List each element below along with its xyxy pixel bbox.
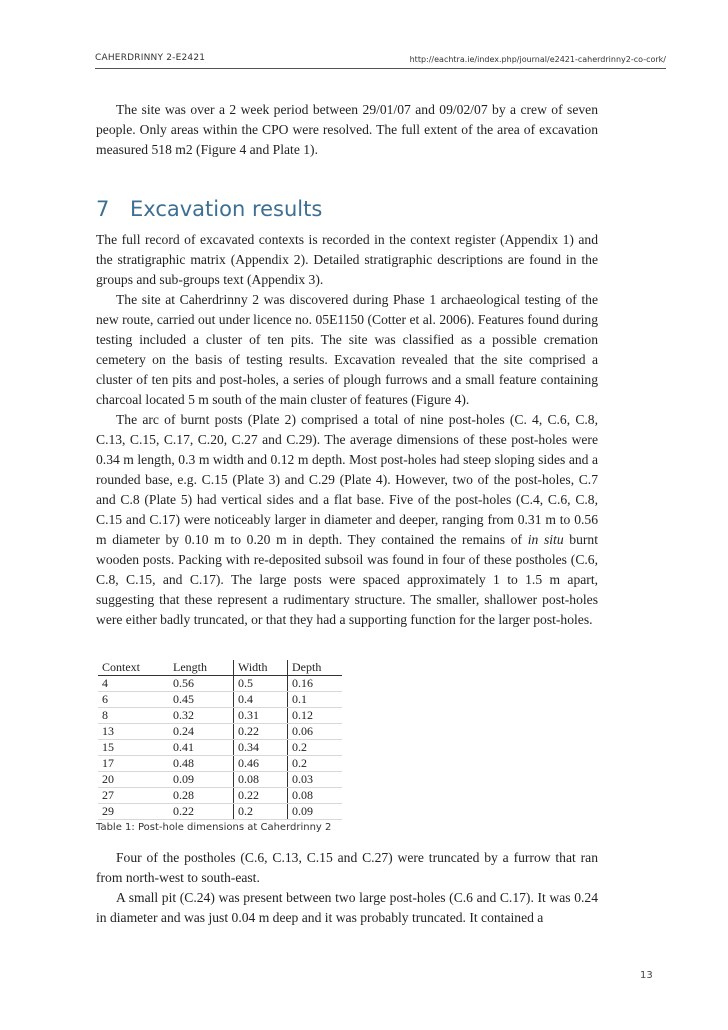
paragraph-1: The full record of excavated contexts is recorded in the context register (Appendix 1) and the stratigraphic matrix (Appendix 2). Detailed stratigraphic descriptions are found in the groups and sub-groups text (Appendix 3).: [96, 232, 598, 287]
col-header-depth: Depth: [288, 660, 343, 676]
section-number: 7: [96, 197, 110, 221]
section-heading: [96, 197, 322, 221]
table-row: [98, 692, 342, 708]
cell-length: 0.56: [169, 676, 234, 692]
intro-paragraph: The site was over a 2 week period between 29/01/07 and 09/02/07 by a crew of seven people. Only areas within the CPO were resolved. The full extent of the area of excavation measured 518 m2 (Figure 4 and Plate 1).: [96, 102, 598, 157]
cell-depth: 0.16: [288, 676, 343, 692]
cell-length: 0.28: [169, 788, 234, 804]
cell-depth: 0.08: [288, 788, 343, 804]
cell-width: 0.22: [234, 788, 288, 804]
table-row: [98, 772, 342, 788]
table-row: [98, 708, 342, 724]
table-row: [98, 756, 342, 772]
cell-length: 0.41: [169, 740, 234, 756]
cell-context: 27: [98, 788, 169, 804]
paragraph-4: Four of the postholes (C.6, C.13, C.15 and C.27) were truncated by a furrow that ran from north-west to south-east.: [96, 850, 598, 885]
page-number: 13: [640, 970, 653, 981]
post-table-block: [96, 848, 598, 928]
col-header-length: Length: [169, 660, 234, 676]
cell-width: 0.22: [234, 724, 288, 740]
table-row: [98, 676, 342, 692]
table-row: [98, 788, 342, 804]
cell-length: 0.45: [169, 692, 234, 708]
cell-depth: 0.2: [288, 756, 343, 772]
table-header-row: [98, 660, 342, 676]
cell-depth: 0.12: [288, 708, 343, 724]
cell-length: 0.22: [169, 804, 234, 820]
cell-depth: 0.06: [288, 724, 343, 740]
paragraph-3: [96, 410, 598, 630]
section-title: Excavation results: [130, 197, 323, 221]
cell-context: 17: [98, 756, 169, 772]
cell-width: 0.2: [234, 804, 288, 820]
header-url[interactable]: http://eachtra.ie/index.php/journal/e2421-caherdrinny2-co-cork/: [409, 55, 666, 64]
cell-depth: 0.09: [288, 804, 343, 820]
table-row: [98, 740, 342, 756]
paragraph-3-text-b: burnt wooden posts. Packing with re-deposited subsoil was found in four of these postholes (C.6, C.8, C.15, and C.17). The large posts were spaced approximately 1 to 1.5 m apart, suggesting that these represent a rudimentary structure. The smaller, shallower post-holes were either badly truncated, or that they had a supporting function for the larger post-holes.: [96, 532, 598, 627]
cell-width: 0.31: [234, 708, 288, 724]
paragraph-3-italic: in situ: [527, 532, 564, 547]
cell-context: 29: [98, 804, 169, 820]
header-title: CAHERDRINNY 2-E2421: [95, 53, 206, 63]
cell-length: 0.32: [169, 708, 234, 724]
cell-length: 0.24: [169, 724, 234, 740]
table-caption: Table 1: Post-hole dimensions at Caherdrinny 2: [96, 822, 332, 833]
paragraph-5: A small pit (C.24) was present between two large post-holes (C.6 and C.17). It was 0.24 in diameter and was just 0.04 m deep and it was probably truncated. It contained a: [96, 890, 598, 925]
running-header: [95, 50, 666, 69]
cell-context: 4: [98, 676, 169, 692]
cell-depth: 0.03: [288, 772, 343, 788]
col-header-width: Width: [234, 660, 288, 676]
col-header-context: Context: [98, 660, 169, 676]
cell-length: 0.48: [169, 756, 234, 772]
table-row: [98, 724, 342, 740]
cell-context: 15: [98, 740, 169, 756]
cell-length: 0.09: [169, 772, 234, 788]
paragraph-2: The site at Caherdrinny 2 was discovered during Phase 1 archaeological testing of the new route, carried out under licence no. 05E1150 (Cotter et al. 2006). Features found during testing included a cluster of ten pits. The site was classified as a possible cremation cemetery on the basis of testing results. Excavation revealed that the site comprised a cluster of ten pits and post-holes, a series of plough furrows and a small feature containing charcoal located 5 m south of the main cluster of features (Figure 4).: [96, 292, 598, 407]
cell-context: 6: [98, 692, 169, 708]
section-body: [96, 230, 598, 630]
cell-width: 0.5: [234, 676, 288, 692]
cell-context: 13: [98, 724, 169, 740]
table-row: [98, 804, 342, 820]
paragraph-3-text-a: The arc of burnt posts (Plate 2) comprised a total of nine post-holes (C. 4, C.6, C.8, C.13, C.15, C.17, C.20, C.27 and C.29). The average dimensions of these post-holes were 0.34 m length, 0.3 m width and 0.12 m depth. Most post-holes had steep sloping sides and a rounded base, e.g. C.15 (Plate 3) and C.29 (Plate 4). However, two of the post-holes, C.7 and C.8 (Plate 5) had vertical sides and a flat base. Five of the post-holes (C.4, C.6, C.8, C.15 and C.17) were noticeably larger in diameter and deeper, ranging from 0.31 m to 0.56 m diameter by 0.10 m to 0.20 m in depth. They contained the remains of: [96, 412, 598, 547]
cell-width: 0.34: [234, 740, 288, 756]
cell-context: 8: [98, 708, 169, 724]
cell-width: 0.4: [234, 692, 288, 708]
cell-width: 0.46: [234, 756, 288, 772]
cell-depth: 0.1: [288, 692, 343, 708]
cell-width: 0.08: [234, 772, 288, 788]
post-hole-table: [98, 660, 342, 820]
cell-depth: 0.2: [288, 740, 343, 756]
intro-block: [96, 100, 598, 160]
cell-context: 20: [98, 772, 169, 788]
